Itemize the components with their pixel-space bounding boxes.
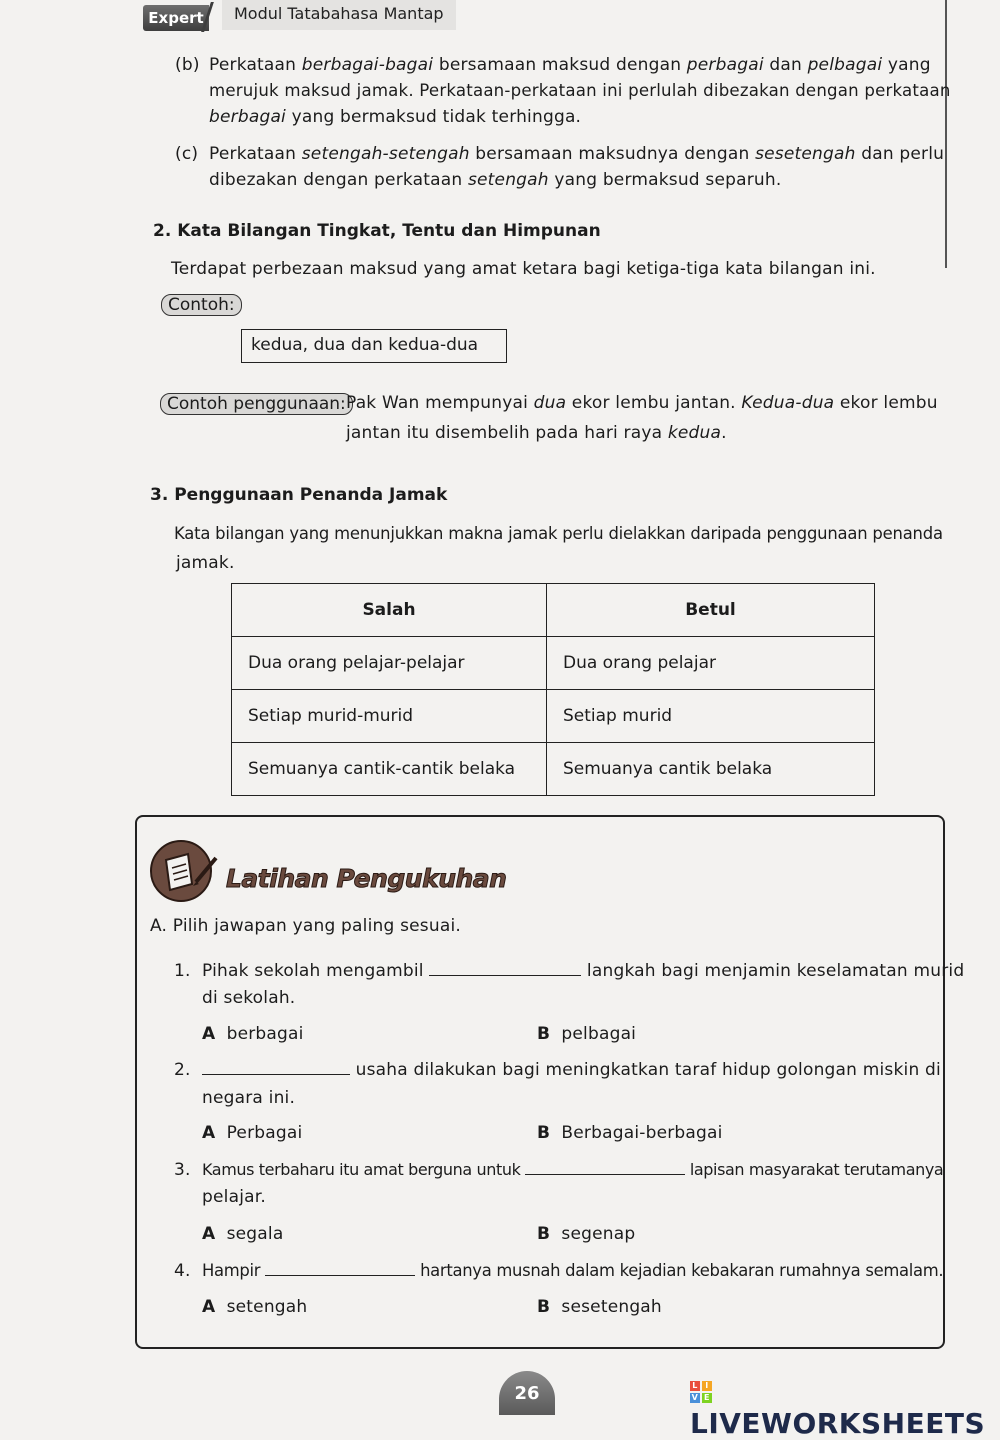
exercise-instruction: A. Pilih jawapan yang paling sesuai. (150, 916, 461, 936)
section-3-title: 3. Penggunaan Penanda Jamak (150, 485, 448, 505)
item-c-line2: dibezakan dengan perkataan setengah yang bermaksud separuh. (209, 170, 782, 190)
table-row (232, 637, 875, 690)
module-title: Modul Tatabahasa Mantap (222, 0, 456, 30)
pencil-book-icon (148, 838, 220, 904)
cell-salah: Semuanya cantik-cantik belaka (232, 743, 547, 796)
plural-marker-table (231, 583, 875, 796)
question-3-option-b[interactable]: B segenap (537, 1224, 636, 1244)
answer-blank[interactable] (525, 1161, 685, 1175)
question-4-text: Hampir hartanya musnah dalam kejadian kebakaran rumahnya semalam. (202, 1261, 944, 1280)
question-2-line2: negara ini. (202, 1088, 296, 1108)
liveworksheets-logo[interactable]: L I V E LIVEWORKSHEETS (690, 1381, 986, 1440)
cell-salah: Setiap murid-murid (232, 690, 547, 743)
item-b-line2: merujuk maksud jamak. Perkataan-perkataan ini perlulah dibezakan dengan perkataan (209, 81, 951, 100)
question-1-option-a[interactable]: A berbagai (202, 1024, 304, 1044)
question-1-line2: di sekolah. (202, 988, 296, 1008)
item-b-line3: berbagai yang bermaksud tidak terhingga. (209, 107, 582, 127)
item-c-line1: Perkataan setengah-setengah bersamaan maksudnya dengan sesetengah dan perlu (209, 144, 945, 164)
section-2-intro: Terdapat perbezaan maksud yang amat ketara bagi ketiga-tiga kata bilangan ini. (171, 259, 876, 279)
usage-label: Contoh penggunaan: (160, 393, 353, 415)
usage-line1: Pak Wan mempunyai dua ekor lembu jantan. Kedua-dua ekor lembu (346, 393, 938, 413)
cell-betul: Semuanya cantik belaka (547, 743, 875, 796)
question-1-text: Pihak sekolah mengambil langkah bagi menjamin keselamatan murid (202, 961, 965, 981)
cell-betul: Setiap murid (547, 690, 875, 743)
question-3-text: Kamus terbaharu itu amat berguna untuk lapisan masyarakat terutamanya (202, 1160, 944, 1179)
question-2-option-b[interactable]: B Berbagai-berbagai (537, 1123, 723, 1143)
question-4-option-a[interactable]: A setengah (202, 1297, 308, 1317)
header-betul: Betul (547, 584, 875, 637)
margin-rule (945, 0, 947, 268)
item-c-label: (c) (175, 144, 199, 164)
table-row (232, 690, 875, 743)
cell-salah: Dua orang pelajar-pelajar (232, 637, 547, 690)
exercise-title: Latihan Pengukuhan (226, 864, 507, 893)
question-2-text: usaha dilakukan bagi meningkatkan taraf hidup golongan miskin di (202, 1057, 941, 1083)
liveworksheets-icon: L I V E (690, 1381, 712, 1403)
contoh-label: Contoh: (161, 294, 242, 316)
question-4-option-b[interactable]: B sesetengah (537, 1297, 662, 1317)
item-b-label: (b) (175, 55, 200, 75)
question-3-line2: pelajar. (202, 1187, 266, 1207)
answer-blank[interactable] (265, 1262, 415, 1276)
question-2-option-a[interactable]: A Perbagai (202, 1123, 303, 1143)
usage-line2: jantan itu disembelih pada hari raya kedua. (346, 423, 727, 443)
expert-tag: Expert (143, 5, 209, 31)
table-header-row (232, 584, 875, 637)
section-3-intro-line2: jamak. (176, 553, 235, 573)
question-1-number: 1. (174, 961, 191, 981)
answer-blank[interactable] (202, 1061, 350, 1075)
question-4-number: 4. (174, 1261, 191, 1281)
question-3-option-a[interactable]: A segala (202, 1224, 284, 1244)
item-b-line1: Perkataan berbagai-bagai bersamaan maksud dengan perbagai dan pelbagai yang (209, 55, 931, 75)
section-3-intro-line1: Kata bilangan yang menunjukkan makna jamak perlu dielakkan daripada penggunaan penanda (174, 524, 943, 543)
table-row (232, 743, 875, 796)
example-box: kedua, dua dan kedua-dua (241, 329, 507, 363)
cell-betul: Dua orang pelajar (547, 637, 875, 690)
question-3-number: 3. (174, 1160, 191, 1180)
question-1-option-b[interactable]: B pelbagai (537, 1024, 637, 1044)
answer-blank[interactable] (429, 962, 581, 976)
question-2-number: 2. (174, 1060, 191, 1080)
page-number: 26 (499, 1371, 555, 1415)
section-2-title: 2. Kata Bilangan Tingkat, Tentu dan Himpunan (153, 221, 601, 241)
header-salah: Salah (232, 584, 547, 637)
